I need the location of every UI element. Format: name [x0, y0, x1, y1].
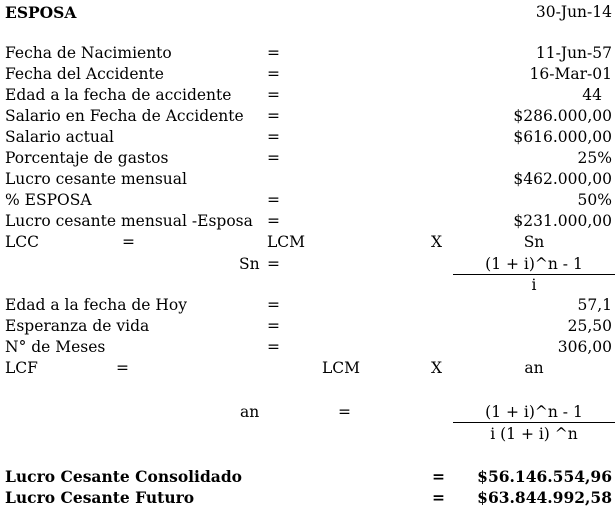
row-label: % ESPOSA — [5, 191, 92, 209]
lcf-an: an — [524, 359, 544, 377]
row-label: Lucro cesante mensual — [5, 170, 187, 188]
total-label: Lucro Cesante Futuro — [5, 488, 195, 507]
row-value: 57,1 — [577, 296, 612, 314]
lcc-times: X — [431, 233, 443, 251]
total-label: Lucro Cesante Consolidado — [5, 467, 243, 486]
row-value: 306,00 — [557, 338, 612, 356]
lcc-sn: Sn — [523, 233, 545, 251]
row-label: Lucro cesante mensual -Esposa — [5, 212, 253, 230]
sn-label: Sn — [239, 255, 260, 273]
row-label: Fecha de Nacimiento — [5, 44, 172, 62]
row-value: 44 — [582, 86, 602, 104]
row-label: Salario en Fecha de Accidente — [5, 107, 244, 125]
row-value: $231.000,00 — [513, 212, 612, 230]
row-label: Porcentaje de gastos — [5, 149, 169, 167]
an-numerator: (1 + i)^n - 1 — [485, 403, 583, 421]
row-equals: = — [267, 212, 280, 230]
row-equals: = — [267, 44, 280, 62]
row-value: 16-Mar-01 — [529, 65, 612, 83]
row-equals: = — [267, 65, 280, 83]
sn-equals: = — [267, 255, 280, 273]
row-equals: = — [267, 191, 280, 209]
total-equals: = — [432, 467, 445, 486]
sn-numerator: (1 + i)^n - 1 — [485, 255, 583, 273]
row-value: 11-Jun-57 — [535, 44, 612, 62]
row-label: N° de Meses — [5, 338, 106, 356]
an-label: an — [240, 403, 260, 421]
lcf-label: LCF — [5, 359, 38, 377]
lcf-times: X — [431, 359, 443, 377]
lcf-lcm: LCM — [322, 359, 361, 377]
row-label: Edad a la fecha de accidente — [5, 86, 232, 104]
an-denominator: i (1 + i) ^n — [490, 425, 578, 443]
row-equals: = — [267, 128, 280, 146]
row-label: Edad a la fecha de Hoy — [5, 296, 187, 314]
sn-denominator: i — [531, 276, 537, 294]
total-value: $56.146.554,96 — [477, 467, 612, 486]
row-equals: = — [267, 296, 280, 314]
row-label: Esperanza de vida — [5, 317, 150, 335]
row-value: $462.000,00 — [513, 170, 612, 188]
lcc-equals: = — [122, 233, 135, 251]
lcc-label: LCC — [5, 233, 40, 251]
total-equals: = — [432, 488, 445, 507]
row-value: 50% — [577, 191, 612, 209]
lcc-lcm: LCM — [267, 233, 306, 251]
row-label: Fecha del Accidente — [5, 65, 164, 83]
row-equals: = — [267, 149, 280, 167]
row-value: $286.000,00 — [513, 107, 612, 125]
row-equals: = — [267, 86, 280, 104]
row-equals: = — [267, 338, 280, 356]
an-equals: = — [338, 403, 351, 421]
row-value: 25% — [577, 149, 612, 167]
row-label: Salario actual — [5, 128, 115, 146]
row-equals: = — [267, 317, 280, 335]
an-fraction-line — [453, 422, 615, 423]
header-date: 30-Jun-14 — [535, 3, 612, 21]
row-value: $616.000,00 — [513, 128, 612, 146]
total-value: $63.844.992,58 — [477, 488, 612, 507]
row-equals: = — [267, 107, 280, 125]
row-value: 25,50 — [567, 317, 612, 335]
lcf-equals: = — [116, 359, 129, 377]
sheet-title: ESPOSA — [5, 3, 77, 22]
